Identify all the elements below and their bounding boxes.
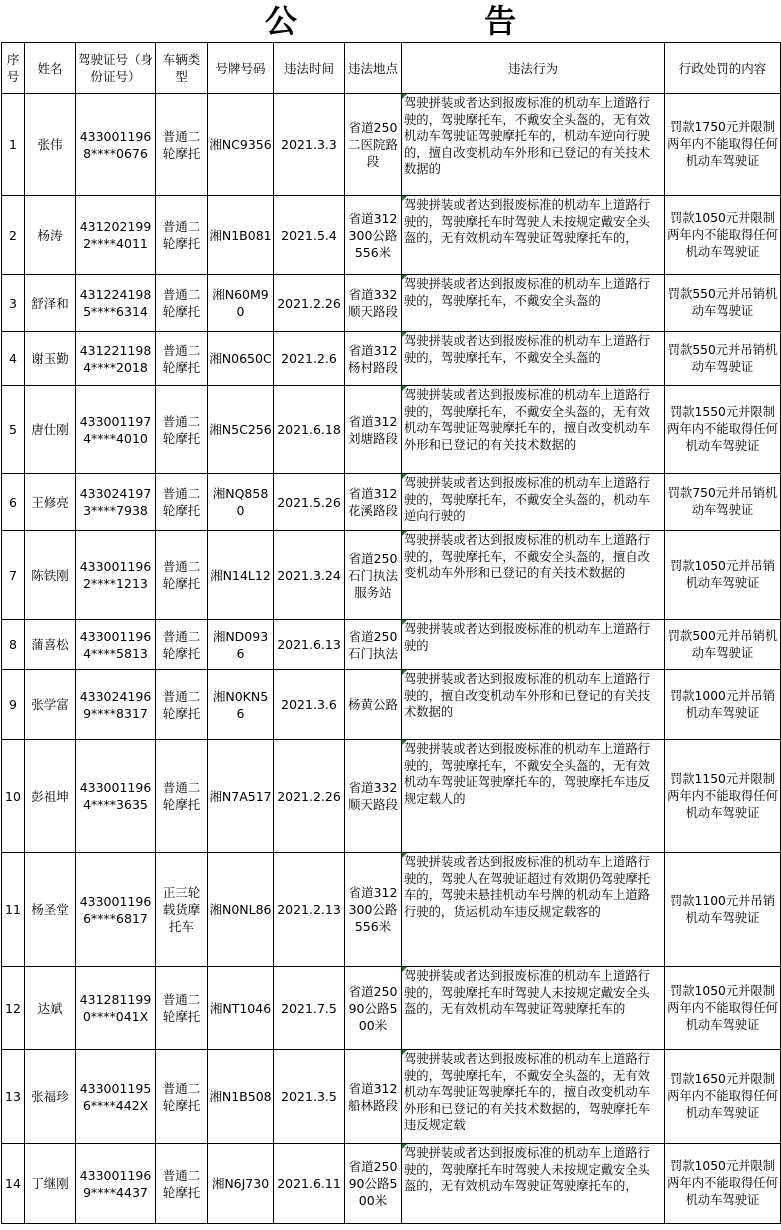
violation-date: 2021.6.11 (274, 1144, 345, 1224)
announcement-table (1, 42, 781, 1224)
violation-behavior: 驾驶拼装或者达到报废标准的机动车上道路行驶的 (402, 620, 665, 670)
violation-location: 省道312300公路556米 (345, 853, 402, 967)
person-name: 杨涛 (25, 196, 76, 275)
plate-number: 湘N60M90 (208, 275, 274, 332)
header-location: 违法地点 (345, 43, 402, 94)
violation-location: 省道332顺天路段 (345, 740, 402, 853)
violation-date: 2021.2.26 (274, 740, 345, 853)
header-violation: 违法行为 (402, 43, 665, 94)
violation-location: 省道312船林路段 (345, 1050, 402, 1144)
row-number: 4 (2, 332, 25, 386)
header-license: 驾驶证号（身份证号） (76, 43, 156, 94)
vehicle-type: 普通二轮摩托 (156, 332, 208, 386)
violation-location: 省道312刘塘路段 (345, 386, 402, 474)
penalty-content: 罚款1050元并限制两年内不能取得任何机动车驾驶证 (665, 196, 781, 275)
violation-location: 省道332顺天路段 (345, 275, 402, 332)
table-row (2, 531, 781, 620)
penalty-content: 罚款1100元并吊销机动车驾驶证 (665, 853, 781, 967)
row-number: 1 (2, 94, 25, 196)
violation-date: 2021.3.3 (274, 94, 345, 196)
page-title: 公 告 (264, 2, 605, 40)
violation-behavior: 驾驶拼装或者达到报废标准的机动车上道路行驶的，驾驶摩托车，不戴安全头盔的 (402, 332, 665, 386)
table-row (2, 474, 781, 531)
person-name: 达斌 (25, 967, 76, 1050)
penalty-content: 罚款1750元并限制两年内不能取得任何机动车驾驶证 (665, 94, 781, 196)
license-number: 4330241973****7938 (76, 474, 156, 531)
table-row (2, 967, 781, 1050)
violation-location: 省道312300公路556米 (345, 196, 402, 275)
license-number: 4330011966****6817 (76, 853, 156, 967)
vehicle-type: 普通二轮摩托 (156, 620, 208, 670)
table-row (2, 670, 781, 740)
penalty-content: 罚款1050元并限制两年内不能取得任何机动车驾驶证 (665, 1144, 781, 1224)
violation-location: 省道25090公路500米 (345, 1144, 402, 1224)
plate-number: 湘N7A517 (208, 740, 274, 853)
violation-behavior: 驾驶拼装或者达到报废标准的机动车上道路行驶的，驾驶摩托车时驾驶人未按规定戴安全头盔的，无有效机动车驾驶证驾驶摩托车的 (402, 967, 665, 1050)
violation-location: 省道25090公路500米 (345, 967, 402, 1050)
penalty-content: 罚款550元并吊销机动车驾驶证 (665, 275, 781, 332)
license-number: 4312811990****041X (76, 967, 156, 1050)
vehicle-type: 普通二轮摩托 (156, 1144, 208, 1224)
violation-date: 2021.3.6 (274, 670, 345, 740)
violation-behavior: 驾驶拼装或者达到报废标准的机动车上道路行驶的，驾驶摩托车，不戴安全头盔的 (402, 275, 665, 332)
vehicle-type: 正三轮载货摩托车 (156, 853, 208, 967)
license-number: 4330011962****1213 (76, 531, 156, 620)
plate-number: 湘NC9356 (208, 94, 274, 196)
license-number: 4312241985****6314 (76, 275, 156, 332)
row-number: 12 (2, 967, 25, 1050)
plate-number: 湘N14L12 (208, 531, 274, 620)
license-number: 4312021992****4011 (76, 196, 156, 275)
row-number: 14 (2, 1144, 25, 1224)
violation-date: 2021.6.13 (274, 620, 345, 670)
table-row (2, 1144, 781, 1224)
penalty-content: 罚款1650元并限制两年内不能取得任何机动车驾驶证 (665, 1050, 781, 1144)
violation-behavior: 驾驶拼装或者达到报废标准的机动车上道路行驶的，驾驶摩托车，不戴安全头盔的，机动车逆向行驶的 (402, 474, 665, 531)
vehicle-type: 普通二轮摩托 (156, 474, 208, 531)
violation-behavior: 驾驶拼装或者达到报废标准的机动车上道路行驶的，驾驶摩托车时驾驶人未按规定戴安全头盔的，无有效机动车驾驶证驾驶摩托车的， (402, 1144, 665, 1224)
header-plate: 号牌号码 (208, 43, 274, 94)
person-name: 丁继刚 (25, 1144, 76, 1224)
penalty-content: 罚款550元并吊销机动车驾驶证 (665, 332, 781, 386)
header-no: 序号 (2, 43, 25, 94)
vehicle-type: 普通二轮摩托 (156, 196, 208, 275)
violation-date: 2021.7.5 (274, 967, 345, 1050)
penalty-content: 罚款1550元并限制两年内不能取得任何机动车驾驶证 (665, 386, 781, 474)
plate-number: 湘N1B081 (208, 196, 274, 275)
violation-behavior: 驾驶拼装或者达到报废标准的机动车上道路行驶的，驾驶摩托车时驾驶人未按规定戴安全头盔的，无有效机动车驾驶证驾驶摩托车的， (402, 196, 665, 275)
plate-number: 湘N0KN56 (208, 670, 274, 740)
row-number: 2 (2, 196, 25, 275)
header-row (2, 43, 781, 94)
vehicle-type: 普通二轮摩托 (156, 670, 208, 740)
table-row (2, 196, 781, 275)
violation-behavior: 驾驶拼装或者达到报废标准的机动车上道路行驶的，驾驶摩托车，不戴安全头盔的，无有效机动车驾驶证驾驶摩托车的，驾驶摩托车违反规定载人的 (402, 740, 665, 853)
vehicle-type: 普通二轮摩托 (156, 275, 208, 332)
license-number: 4330011969****4437 (76, 1144, 156, 1224)
violation-behavior: 驾驶拼装或者达到报废标准的机动车上道路行驶的，驾驶摩托车，不戴安全头盔的，无有效机动车驾驶证驾驶摩托车的，擅自改变机动车外形和已登记的有关技术数据的 (402, 386, 665, 474)
plate-number: 湘N6J730 (208, 1144, 274, 1224)
violation-date: 2021.5.26 (274, 474, 345, 531)
person-name: 蒲喜松 (25, 620, 76, 670)
violation-date: 2021.2.6 (274, 332, 345, 386)
table-row (2, 332, 781, 386)
plate-number: 湘N0650C (208, 332, 274, 386)
violation-behavior: 驾驶拼装或者达到报废标准的机动车上道路行驶的，驾驶摩托车，不戴安全头盔的，擅自改变机动车外形和已登记的有关技术数据的 (402, 531, 665, 620)
row-number: 8 (2, 620, 25, 670)
violation-behavior: 驾驶拼装或者达到报废标准的机动车上道路行驶的，驾驶摩托车，不戴安全头盔的，无有效机动车驾驶证驾驶摩托车的，擅自改变机动车外形和已登记的有关技术数据的，驾驶摩托车违反规定载 (402, 1050, 665, 1144)
penalty-content: 罚款1050元并限制两年内不能取得任何机动车驾驶证 (665, 967, 781, 1050)
person-name: 唐仕刚 (25, 386, 76, 474)
header-name: 姓名 (25, 43, 76, 94)
violation-location: 省道250石门执法 (345, 620, 402, 670)
person-name: 陈铁刚 (25, 531, 76, 620)
header-penalty: 行政处罚的内容 (665, 43, 781, 94)
license-number: 4330011968****0676 (76, 94, 156, 196)
violation-location: 杨黄公路 (345, 670, 402, 740)
table-row (2, 275, 781, 332)
row-number: 10 (2, 740, 25, 853)
table-row (2, 740, 781, 853)
vehicle-type: 普通二轮摩托 (156, 1050, 208, 1144)
row-number: 9 (2, 670, 25, 740)
table-row (2, 620, 781, 670)
row-number: 3 (2, 275, 25, 332)
violation-date: 2021.2.13 (274, 853, 345, 967)
person-name: 彭祖坤 (25, 740, 76, 853)
license-number: 4330011956****442X (76, 1050, 156, 1144)
plate-number: 湘N5C256 (208, 386, 274, 474)
person-name: 张学富 (25, 670, 76, 740)
table-row (2, 94, 781, 196)
violation-date: 2021.5.4 (274, 196, 345, 275)
person-name: 王修亮 (25, 474, 76, 531)
penalty-content: 罚款1050元并吊销机动车驾驶证 (665, 531, 781, 620)
header-date: 违法时间 (274, 43, 345, 94)
person-name: 张福珍 (25, 1050, 76, 1144)
row-number: 5 (2, 386, 25, 474)
plate-number: 湘N0NL86 (208, 853, 274, 967)
violation-behavior: 驾驶拼装或者达到报废标准的机动车上道路行驶的，擅自改变机动车外形和已登记的有关技术数据的 (402, 670, 665, 740)
license-number: 4312211984****2018 (76, 332, 156, 386)
penalty-content: 罚款1150元并限制两年内不能取得任何机动车驾驶证 (665, 740, 781, 853)
license-number: 4330011974****4010 (76, 386, 156, 474)
violation-date: 2021.2.26 (274, 275, 345, 332)
plate-number: 湘N1B508 (208, 1050, 274, 1144)
vehicle-type: 普通二轮摩托 (156, 94, 208, 196)
row-number: 7 (2, 531, 25, 620)
violation-date: 2021.3.24 (274, 531, 345, 620)
person-name: 谢玉勤 (25, 332, 76, 386)
plate-number: 湘NT1046 (208, 967, 274, 1050)
row-number: 13 (2, 1050, 25, 1144)
person-name: 舒泽和 (25, 275, 76, 332)
person-name: 张伟 (25, 94, 76, 196)
vehicle-type: 普通二轮摩托 (156, 740, 208, 853)
plate-number: 湘ND0936 (208, 620, 274, 670)
table-row (2, 386, 781, 474)
table-row (2, 1050, 781, 1144)
license-number: 4330011964****3635 (76, 740, 156, 853)
license-number: 4330241969****8317 (76, 670, 156, 740)
penalty-content: 罚款750元并吊销机动车驾驶证 (665, 474, 781, 531)
violation-location: 省道312花溪路段 (345, 474, 402, 531)
violation-location: 省道312杨村路段 (345, 332, 402, 386)
violation-date: 2021.6.18 (274, 386, 345, 474)
header-vehicle: 车辆类型 (156, 43, 208, 94)
row-number: 11 (2, 853, 25, 967)
violation-location: 省道250二医院路段 (345, 94, 402, 196)
vehicle-type: 普通二轮摩托 (156, 531, 208, 620)
penalty-content: 罚款500元并吊销机动车驾驶证 (665, 620, 781, 670)
violation-behavior: 驾驶拼装或者达到报废标准的机动车上道路行驶的，驾驶人在驾驶证超过有效期仍驾驶摩托车的，驾驶未悬挂机动车号牌的机动车上道路行驶的，货运机动车违反规定载客的 (402, 853, 665, 967)
person-name: 杨圣堂 (25, 853, 76, 967)
vehicle-type: 普通二轮摩托 (156, 967, 208, 1050)
violation-behavior: 驾驶拼装或者达到报废标准的机动车上道路行驶的，驾驶摩托车，不戴安全头盔的，无有效机动车驾驶证驾驶摩托车的，机动车逆向行驶的，擅自改变机动车外形和已登记的有关技术数据的 (402, 94, 665, 196)
license-number: 4330011964****5813 (76, 620, 156, 670)
penalty-content: 罚款1000元并吊销机动车驾驶证 (665, 670, 781, 740)
plate-number: 湘NQ8580 (208, 474, 274, 531)
table-row (2, 853, 781, 967)
vehicle-type: 普通二轮摩托 (156, 386, 208, 474)
violation-location: 省道250石门执法服务站 (345, 531, 402, 620)
violation-date: 2021.3.5 (274, 1050, 345, 1144)
row-number: 6 (2, 474, 25, 531)
